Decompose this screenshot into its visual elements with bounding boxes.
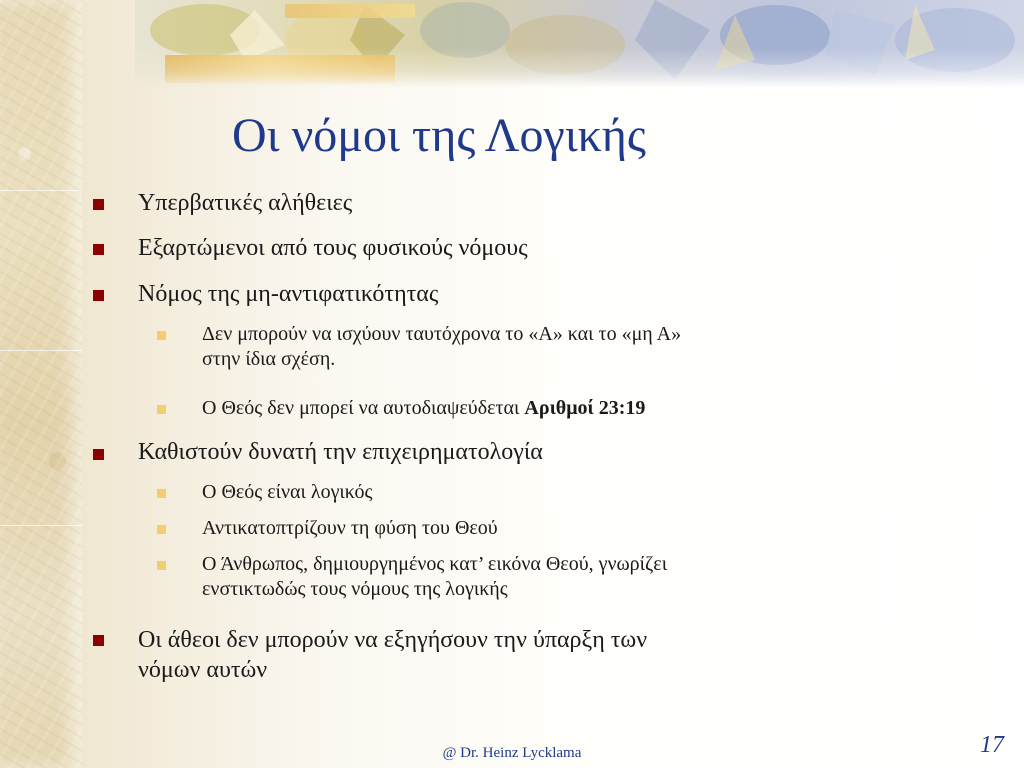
- list-item-line: νόμων αυτών: [138, 657, 268, 683]
- list-item: Αντικατοπτρίζουν τη φύση του Θεού: [202, 517, 498, 539]
- list-item: [138, 625, 898, 685]
- bullet-square-icon: [157, 331, 166, 340]
- list-item-line: στην ίδια σχέση.: [202, 348, 336, 370]
- bullet-square-icon: [93, 449, 104, 460]
- decorative-leaf-banner: [135, 0, 1024, 88]
- list-item-line: ενστικτωδώς τους νόμους της λογικής: [202, 578, 508, 600]
- bullet-square-icon: [93, 244, 104, 255]
- list-item: Ο Θεός είναι λογικός: [202, 481, 373, 503]
- list-item-line: Ο Άνθρωπος, δημιουργημένος κατ’ εικόνα Θεού, γνωρίζει: [202, 553, 668, 575]
- slide-title: Οι νόμοι της Λογικής: [232, 109, 646, 162]
- list-item: Καθιστούν δυνατή την επιχειρηματολογία: [138, 439, 543, 465]
- bullet-square-icon: [157, 405, 166, 414]
- list-item: Νόμος της μη-αντιφατικότητας: [138, 281, 439, 307]
- paper-seam: [0, 350, 82, 351]
- list-item-line: Δεν μπορούν να ισχύουν ταυτόχρονα το «Α» και το «μη Α»: [202, 323, 682, 345]
- bullet-square-icon: [93, 199, 104, 210]
- bullet-square-icon: [93, 635, 104, 646]
- list-item: [202, 552, 902, 602]
- list-item: [202, 396, 902, 421]
- slide-number: 17: [980, 732, 1004, 758]
- gold-ribbon: [285, 4, 415, 18]
- bullet-square-icon: [157, 489, 166, 498]
- footer-author: @ Dr. Heinz Lycklama: [442, 745, 582, 761]
- list-item-text: Ο Θεός δεν μπορεί να αυτοδιαψεύδεται: [202, 397, 525, 419]
- paper-seam: [0, 190, 82, 191]
- bullet-square-icon: [93, 290, 104, 301]
- scripture-reference: Αριθμοί 23:19: [524, 397, 646, 419]
- list-item-line: Οι άθεοι δεν μπορούν να εξηγήσουν την ύπαρξη των: [138, 627, 648, 653]
- list-item: Εξαρτώμενοι από τους φυσικούς νόμους: [138, 235, 528, 261]
- list-item: Υπερβατικές αλήθειες: [138, 190, 353, 216]
- paper-seam: [0, 525, 82, 526]
- decorative-paper-strip: [0, 0, 82, 768]
- bullet-square-icon: [157, 561, 166, 570]
- list-item: [202, 322, 902, 372]
- gold-ribbon: [165, 55, 395, 83]
- bullet-square-icon: [157, 525, 166, 534]
